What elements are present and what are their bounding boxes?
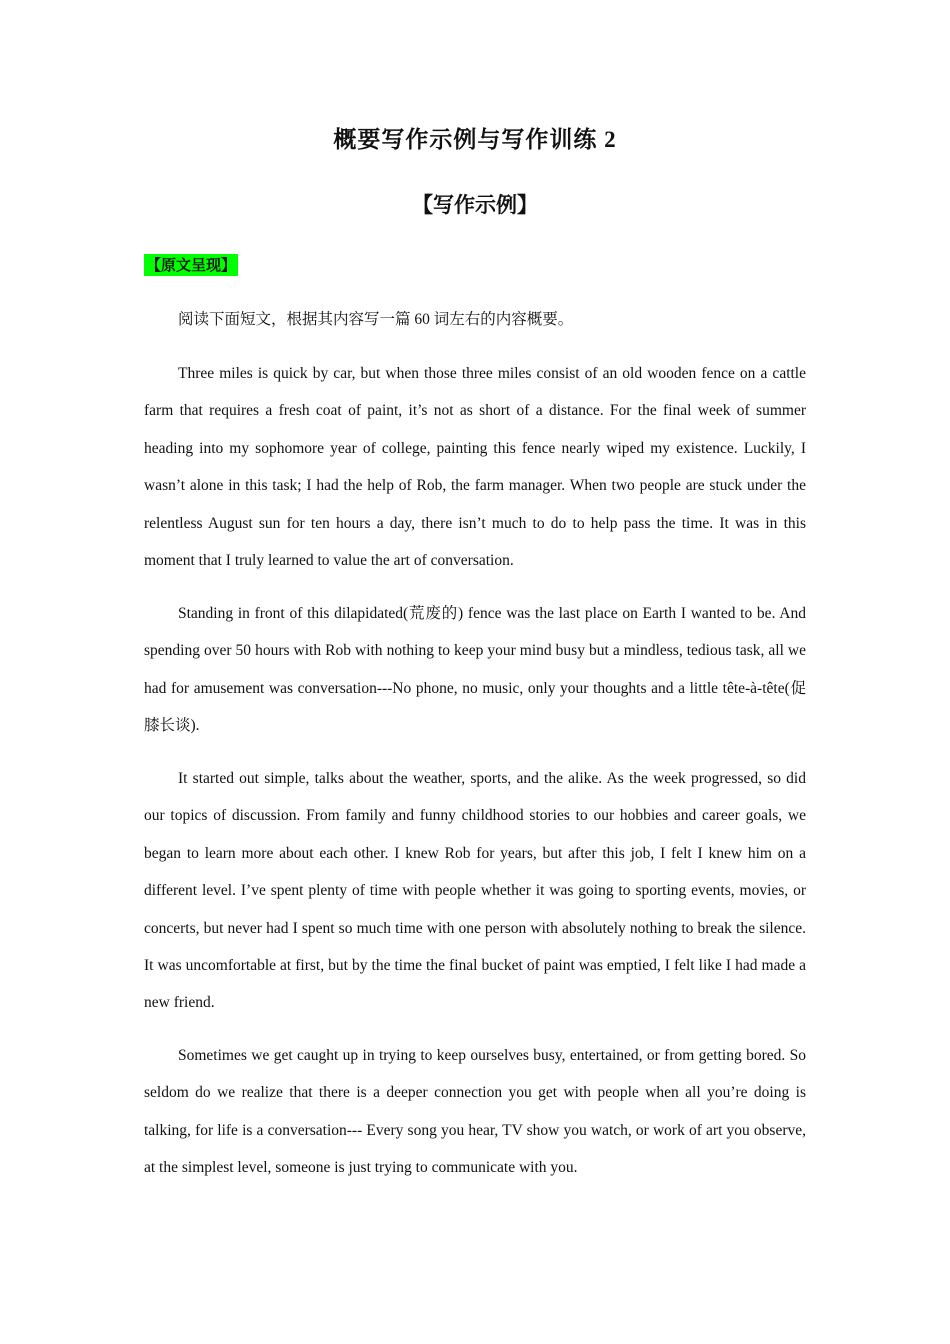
paragraph-3: It started out simple, talks about the weather, sports, and the alike. As the week progressed, so did our topics of discussion. From family and funny childhood stories to our hobbies and career goals, we began to learn more about each other. I knew Rob for years, but after this job, I felt I knew him on a different level. I’ve spent plenty of time with people whether it was going to sporting events, movies, or concerts, but never had I spent so much time with one person with absolutely nothing to break the silence. It was uncomfortable at first, but by the time the final bucket of paint was emptied, I felt like I had made a new friend. [144,770,806,1012]
page-title: 概要写作示例与写作训练 2 [333,127,617,152]
original-text-label: 【原文呈现】 [146,256,237,274]
section-heading: 【写作示例】 [412,193,538,217]
paragraph-2: Standing in front of this dilapidated(荒废的) fence was the last place on Earth I wanted to be. And spending over 50 hours with Rob with nothing to keep your mind busy but a mindless, tedious task, all we had for amusement was conversation---No phone, no music, only your thoughts and a little tête-à-tête(促膝长谈). [144,605,806,735]
paragraph-4: Sometimes we get caught up in trying to keep ourselves busy, entertained, or from getting bored. So seldom do we realize that there is a deeper connection you get with people when all you’re doing is talking, for life is a conversation--- Every song you hear, TV show you watch, or work of art you observe, at the simplest level, someone is just trying to communicate with you. [144,1047,806,1177]
paragraph-1: Three miles is quick by car, but when those three miles consist of an old wooden fence on a cattle farm that requires a fresh coat of paint, it’s not as short of a distance. For the final week of summer heading into my sophomore year of college, painting this fence nearly wiped my existence. Luckily, I wasn’t alone in this task; I had the help of Rob, the farm manager. When two people are stuck under the relentless August sun for ten hours a day, there isn’t much to do to help pass the time. It was in this moment that I truly learned to value the art of conversation. [144,365,806,570]
instruction-text: 阅读下面短文，根据其内容写一篇 60 词左右的内容概要。 [178,311,574,328]
